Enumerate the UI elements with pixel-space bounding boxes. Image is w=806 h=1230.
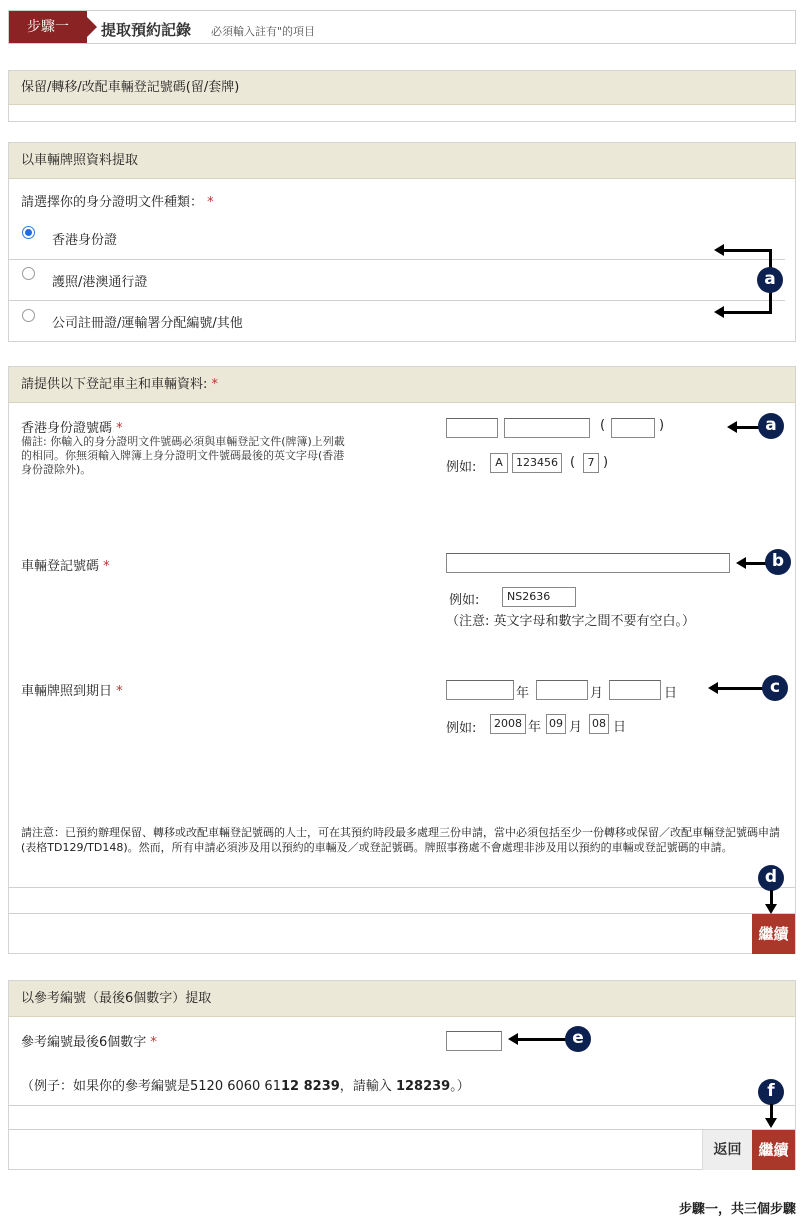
expiry-example-day: 08 bbox=[589, 714, 609, 734]
option-label-passport[interactable]: 護照/港澳通行證 bbox=[52, 275, 148, 290]
hkid-letter-input[interactable] bbox=[446, 418, 498, 438]
arrow-left-icon bbox=[708, 682, 718, 694]
arrow-down-icon bbox=[765, 1118, 777, 1128]
divider bbox=[9, 1105, 795, 1106]
annotation-line bbox=[516, 1038, 568, 1041]
id-type-label-text: 請選擇你的身分證明文件種類： bbox=[21, 195, 204, 210]
hkid-check-input[interactable] bbox=[611, 418, 655, 438]
annotation-line bbox=[716, 687, 764, 690]
ref-example bbox=[21, 1075, 470, 1094]
paren-open: ( bbox=[570, 455, 576, 470]
ref-example-text: 。） bbox=[450, 1079, 470, 1094]
step-progress: 步驟一，共三個步驟 bbox=[678, 1202, 796, 1217]
divider bbox=[9, 1129, 795, 1130]
owner-section bbox=[8, 366, 796, 954]
required-mark: * bbox=[116, 421, 123, 436]
ref-label-text: 參考編號最後6個數字 bbox=[21, 1035, 147, 1050]
step-bar bbox=[8, 10, 796, 44]
year-unit: 年 bbox=[528, 720, 542, 735]
plate-label bbox=[21, 555, 110, 574]
expiry-month-input[interactable] bbox=[536, 680, 588, 700]
owner-header bbox=[9, 367, 795, 403]
arrow-left-icon bbox=[727, 421, 737, 433]
required-mark: * bbox=[207, 195, 214, 210]
option-label-company[interactable]: 公司註冊證/運輸署分配編號/其他 bbox=[52, 316, 243, 331]
divider bbox=[9, 887, 795, 888]
day-unit: 日 bbox=[613, 720, 627, 735]
annotation-badge-f: f bbox=[758, 1079, 784, 1105]
ref-example-text: ，請輸入 bbox=[339, 1079, 396, 1094]
continue-button[interactable]: 繼續 bbox=[752, 1130, 795, 1170]
page-title: 提取預約記錄 bbox=[101, 21, 192, 39]
expiry-label bbox=[21, 680, 123, 699]
annotation-badge-a: a bbox=[758, 413, 784, 439]
required-mark: * bbox=[103, 559, 110, 574]
required-mark: * bbox=[150, 1035, 157, 1050]
option-label-hkid[interactable]: 香港身份證 bbox=[52, 233, 118, 248]
back-button[interactable]: 返回 bbox=[702, 1130, 752, 1170]
ref-example-bold: 128239 bbox=[395, 1079, 451, 1094]
id-type-label bbox=[21, 191, 214, 210]
annotation-badge-e: e bbox=[565, 1026, 591, 1052]
annotation-line bbox=[722, 249, 772, 252]
plate-label-text: 車輛登記號碼 bbox=[21, 559, 100, 574]
paren-open: ( bbox=[600, 418, 606, 433]
paren-close: ) bbox=[659, 418, 665, 433]
notice-text: 請注意：已預約辦理保留、轉移或改配車輛登記號碼的人士，可在其預約時段最多處理三份申請，當中必須包括至少一份轉移或保留／改配車輛登記號碼申請(表格TD129/TD148)。然而，所有申請必須涉及用以預約的車輛及／或登記號碼。牌照事務處不會處理非涉及用以預約的車輛或登記號碼的申請。 bbox=[21, 826, 780, 854]
continue-button[interactable]: 繼續 bbox=[752, 914, 795, 954]
hkid-digits-input[interactable] bbox=[504, 418, 590, 438]
plate-note: （注意: 英文字母和數字之間不要有空白。） bbox=[446, 614, 696, 629]
hkid-label bbox=[21, 417, 123, 436]
step-tag: 步驟一 bbox=[9, 11, 87, 43]
license-header: 以車輛牌照資料提取 bbox=[9, 143, 795, 179]
hkid-example-digits: 123456 bbox=[512, 453, 562, 473]
required-mark: * bbox=[211, 377, 219, 392]
annotation-badge-b: b bbox=[765, 549, 791, 575]
ref-input[interactable] bbox=[446, 1031, 502, 1051]
hkid-label-text: 香港身份證號碼 bbox=[21, 421, 113, 436]
expiry-example-month: 09 bbox=[546, 714, 566, 734]
ref-example-bold: 12 8239 bbox=[280, 1079, 340, 1094]
owner-header-text: 請提供以下登記車主和車輛資料: bbox=[21, 377, 208, 392]
expiry-example-prefix: 例如: bbox=[446, 721, 477, 736]
expiry-year-input[interactable] bbox=[446, 680, 514, 700]
arrow-left-icon bbox=[714, 244, 724, 256]
expiry-example-year: 2008 bbox=[490, 714, 526, 734]
radio-passport[interactable] bbox=[22, 267, 35, 280]
paren-close: ) bbox=[603, 455, 609, 470]
year-unit: 年 bbox=[516, 686, 530, 701]
divider bbox=[9, 913, 795, 914]
arrow-left-icon bbox=[714, 306, 724, 318]
day-unit: 日 bbox=[664, 686, 678, 701]
arrow-down-icon bbox=[765, 904, 777, 914]
required-note: 必須輸入註有"的項目 bbox=[211, 25, 316, 38]
arrow-left-icon bbox=[736, 557, 746, 569]
divider bbox=[9, 300, 785, 301]
hkid-example-check: 7 bbox=[583, 453, 599, 473]
service-section bbox=[8, 70, 796, 122]
ref-label bbox=[21, 1031, 157, 1050]
plate-example-prefix: 例如: bbox=[449, 593, 480, 608]
annotation-badge-d: d bbox=[758, 865, 784, 891]
ref-example-text: （例子：如果你的參考編號是5120 6060 61 bbox=[21, 1079, 281, 1094]
reference-header: 以參考編號（最後6個數字）提取 bbox=[9, 981, 795, 1017]
hkid-note: 備註: 你輸入的身分證明文件號碼必須與車輛登記文件(牌簿)上列載的相同。你無須輸入牌簿上身分證明文件號碼最後的英文字母(香港身份證除外)。 bbox=[21, 435, 345, 476]
annotation-badge-a: a bbox=[757, 267, 783, 293]
hkid-example-letter: A bbox=[490, 453, 508, 473]
reference-section bbox=[8, 980, 796, 1170]
hkid-example-prefix: 例如: bbox=[446, 460, 477, 475]
plate-example: NS2636 bbox=[502, 587, 576, 607]
service-header: 保留/轉移/改配車輛登記號碼(留/套牌) bbox=[9, 71, 795, 105]
radio-hkid[interactable] bbox=[22, 226, 35, 239]
month-unit: 月 bbox=[569, 720, 583, 735]
divider bbox=[9, 259, 785, 260]
annotation-badge-c: c bbox=[762, 675, 788, 701]
radio-company[interactable] bbox=[22, 309, 35, 322]
month-unit: 月 bbox=[590, 686, 604, 701]
license-section bbox=[8, 142, 796, 342]
annotation-line bbox=[722, 311, 772, 314]
required-mark: * bbox=[116, 684, 123, 699]
plate-input[interactable] bbox=[446, 553, 730, 573]
expiry-day-input[interactable] bbox=[609, 680, 661, 700]
arrow-left-icon bbox=[508, 1033, 518, 1045]
expiry-label-text: 車輛牌照到期日 bbox=[21, 684, 113, 699]
